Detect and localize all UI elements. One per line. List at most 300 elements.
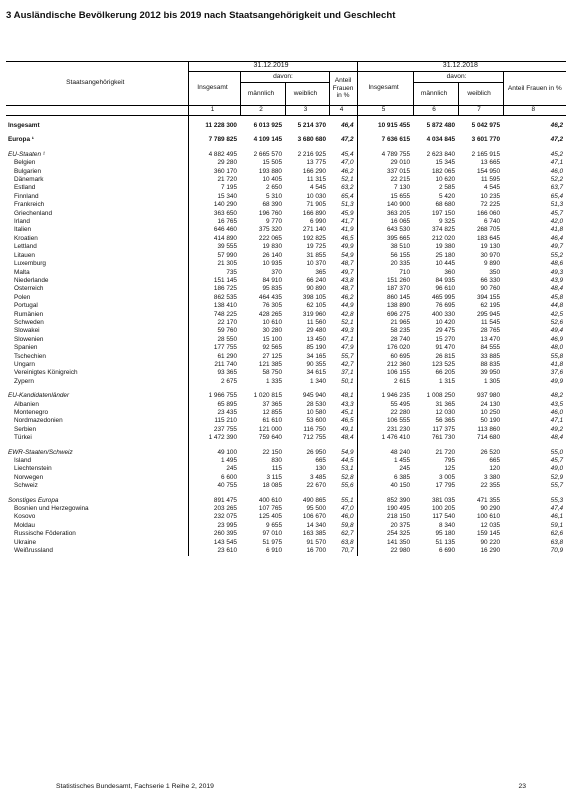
table-cell: 47,2 <box>341 136 354 144</box>
table-cell: 58 750 <box>262 369 282 377</box>
table-cell: 945 940 <box>302 392 326 400</box>
table-cell: 51,3 <box>341 201 354 209</box>
table-cell: 22 355 <box>480 482 501 490</box>
table-cell: 120 <box>489 465 501 473</box>
table-cell: 20 375 <box>357 522 413 530</box>
table-cell: 33 885 <box>480 352 501 360</box>
row-label: Sonstiges Europa <box>8 496 59 504</box>
table-cell: 10 915 455 <box>357 122 413 130</box>
table-row <box>6 465 566 473</box>
table-cell: 56 155 <box>357 252 413 260</box>
column-number: 3 <box>285 106 329 116</box>
table-cell: 50 190 <box>480 417 501 425</box>
table-cell: 5 214 370 <box>297 122 326 129</box>
row-label: Niederlande <box>14 276 49 284</box>
column-number-row <box>6 106 566 116</box>
table-cell: 1 476 410 <box>357 434 413 442</box>
table-cell: 400 610 <box>258 496 282 504</box>
row-label: Rumänien <box>14 310 44 318</box>
row-label: Norwegen <box>14 473 44 481</box>
table-cell: 46,4 <box>550 234 564 242</box>
table-cell: 5 872 480 <box>426 122 456 129</box>
table-cell: 49,0 <box>550 465 564 473</box>
table-cell: 125 405 <box>258 513 282 521</box>
table-cell: 6 385 <box>357 474 413 482</box>
table-cell: 37 365 <box>262 400 282 408</box>
table-cell: 23 435 <box>188 409 240 417</box>
table-cell: 48,7 <box>341 260 354 268</box>
table-cell: 61 290 <box>188 353 240 361</box>
table-cell: 193 880 <box>258 167 282 175</box>
table-cell: 49,7 <box>341 268 354 276</box>
table-cell: 52,6 <box>550 318 564 326</box>
table-cell: 9 325 <box>439 218 456 226</box>
table-cell: 10 405 <box>262 176 282 184</box>
table-cell: 15 100 <box>262 335 282 343</box>
table-cell: 39 950 <box>480 369 501 377</box>
table-cell: 471 355 <box>476 496 501 504</box>
row-label: Bulgarien <box>14 167 42 175</box>
table-cell: 852 390 <box>357 497 413 505</box>
table-cell: 48,4 <box>550 285 564 293</box>
table-cell: 23 995 <box>188 522 240 530</box>
table-row <box>6 547 566 555</box>
table-row <box>6 361 566 369</box>
table-cell: 44,9 <box>341 302 354 310</box>
table-cell: 45,1 <box>341 409 354 416</box>
table-cell: 176 020 <box>357 344 413 352</box>
table-row <box>6 539 566 547</box>
row-label: Italien <box>14 226 32 234</box>
table-cell: 70,7 <box>341 547 354 555</box>
table-cell: 49,3 <box>550 268 564 276</box>
row-label: Kosovo <box>14 513 36 521</box>
column-number: 1 <box>188 106 240 116</box>
table-row <box>6 449 566 457</box>
table-cell: 52,2 <box>550 176 564 184</box>
table-cell: 90 760 <box>480 285 501 293</box>
table-cell: 2 165 915 <box>471 150 501 158</box>
table-cell: 3 005 <box>439 473 456 481</box>
table-cell: 665 <box>315 457 326 465</box>
table-cell: 121 385 <box>258 360 282 368</box>
table-cell: 107 765 <box>258 505 282 513</box>
table-cell: 7 130 <box>357 184 413 192</box>
table-cell: 14 340 <box>306 521 326 529</box>
table-cell: 186 725 <box>188 285 240 293</box>
table-cell: 1 340 <box>310 377 326 385</box>
table-cell: 260 395 <box>188 530 240 538</box>
table-cell: 66 205 <box>435 369 456 377</box>
table-cell: 48,4 <box>341 434 354 442</box>
table-cell: 55,1 <box>341 496 354 504</box>
table-cell: 106 670 <box>302 513 326 521</box>
date-header-2018: 31.12.2018 <box>357 62 566 72</box>
table-row <box>6 311 566 319</box>
table-cell: 365 <box>315 268 326 276</box>
table-body <box>6 122 566 556</box>
table-cell: 63,8 <box>341 538 354 546</box>
table-cell: 100 205 <box>431 505 456 513</box>
table-cell: 22 215 <box>357 176 413 184</box>
table-row <box>6 277 566 285</box>
table-cell: 49,4 <box>550 327 564 335</box>
row-label: EU-Staaten ¹ <box>8 150 45 158</box>
table-cell: 643 530 <box>357 226 413 234</box>
table-row <box>6 327 566 335</box>
table-cell: 55,7 <box>341 352 354 360</box>
table-cell: 712 755 <box>302 434 326 442</box>
table-cell: 42,0 <box>550 218 564 226</box>
table-row <box>6 184 566 192</box>
table-cell: 7 195 <box>188 184 240 192</box>
table-cell: 212 360 <box>357 361 413 369</box>
row-label: Slowakei <box>14 327 40 335</box>
table-cell: 47,0 <box>341 159 354 167</box>
col-maennlich-2018: männlich <box>413 83 458 106</box>
table-cell: 47,9 <box>341 344 354 352</box>
page-number: 23 <box>518 783 526 790</box>
table-cell: 96 610 <box>435 285 456 293</box>
table-cell: 19 830 <box>262 243 282 251</box>
table-cell: 115 210 <box>188 417 240 425</box>
table-cell: 1 020 815 <box>253 392 282 400</box>
table-cell: 196 760 <box>258 209 282 217</box>
table-row <box>6 457 566 465</box>
table-cell: 232 075 <box>188 513 240 521</box>
col-weiblich-2018: weiblich <box>458 83 503 106</box>
table-row <box>6 522 566 530</box>
table-cell: 52,1 <box>341 176 354 184</box>
column-number: 6 <box>413 106 458 116</box>
row-label: Russische Föderation <box>14 530 76 538</box>
table-cell: 10 250 <box>480 409 501 416</box>
table-cell: 231 230 <box>357 426 413 434</box>
table-cell: 16 700 <box>306 547 326 555</box>
table-cell: 42,8 <box>341 310 354 318</box>
table-cell: 10 935 <box>262 260 282 268</box>
table-cell: 37,6 <box>550 369 564 377</box>
table-row <box>6 285 566 293</box>
table-cell: 52,8 <box>341 473 354 481</box>
table-row <box>6 302 566 310</box>
table-row <box>6 336 566 344</box>
table-cell: 70,9 <box>550 547 564 555</box>
table-cell: 45,8 <box>550 293 564 301</box>
table-cell: 84 555 <box>480 344 501 352</box>
table-cell: 55,2 <box>550 251 564 259</box>
table-cell: 26 520 <box>480 448 501 456</box>
table-cell: 714 680 <box>476 434 501 442</box>
table-cell: 91 570 <box>306 538 326 546</box>
table-cell: 1 946 235 <box>357 392 413 400</box>
table-cell: 4 545 <box>484 184 501 192</box>
table-cell: 10 030 <box>306 192 326 200</box>
table-cell: 46,0 <box>550 167 564 175</box>
table-row <box>6 252 566 260</box>
table-cell: 46,1 <box>550 513 564 521</box>
table-cell: 5 042 975 <box>471 122 501 129</box>
table-cell: 56 365 <box>435 417 456 425</box>
table-cell: 45,7 <box>550 457 564 465</box>
table-cell: 106 555 <box>357 417 413 425</box>
table-cell: 42,7 <box>341 360 354 368</box>
table-row <box>6 260 566 268</box>
table-cell: 2 665 570 <box>253 150 282 158</box>
table-cell: 49 100 <box>188 449 240 457</box>
table-cell: 7 789 825 <box>188 136 240 144</box>
table-cell: 13 665 <box>480 159 501 167</box>
davon-2019: davon: <box>240 72 329 83</box>
table-cell: 3 601 770 <box>471 136 501 144</box>
table-cell: 30 970 <box>480 251 501 259</box>
row-label: Irland <box>14 218 30 226</box>
table-cell: 66 330 <box>480 276 501 284</box>
row-label: Tschechien <box>14 352 46 360</box>
table-cell: 141 350 <box>357 539 413 547</box>
table-cell: 4 789 755 <box>357 151 413 159</box>
table-cell: 43,9 <box>550 276 564 284</box>
table-cell: 19 380 <box>435 243 456 251</box>
table-cell: 10 610 <box>262 318 282 326</box>
row-label: Litauen <box>14 251 35 259</box>
table-cell: 85 190 <box>306 344 326 352</box>
table-cell: 59 760 <box>188 327 240 335</box>
column-number: 2 <box>240 106 285 116</box>
davon-2018: davon: <box>413 72 503 83</box>
table-cell: 11 560 <box>306 318 326 326</box>
table-cell: 3 485 <box>310 473 326 481</box>
table-cell: 192 825 <box>302 234 326 242</box>
table-cell: 46,0 <box>550 409 564 416</box>
table-cell: 39 555 <box>188 243 240 251</box>
table-cell: 1 305 <box>484 377 501 385</box>
table-cell: 93 365 <box>188 369 240 377</box>
table-cell: 151 145 <box>188 277 240 285</box>
table-cell: 400 330 <box>431 310 456 318</box>
column-number: 7 <box>458 106 503 116</box>
row-label: Serbien <box>14 425 37 433</box>
table-cell: 26 950 <box>306 448 326 456</box>
table-cell: 4 109 145 <box>253 136 282 144</box>
table-cell: 43,3 <box>341 400 354 408</box>
row-label: Moldau <box>14 521 35 529</box>
table-cell: 41,8 <box>550 360 564 368</box>
row-label: Dänemark <box>14 176 44 184</box>
table-cell: 28 740 <box>357 336 413 344</box>
table-cell: 337 015 <box>357 168 413 176</box>
table-cell: 1 335 <box>266 377 282 385</box>
table-cell: 197 150 <box>431 209 456 217</box>
table-cell: 38 510 <box>357 243 413 251</box>
table-cell: 295 945 <box>476 310 501 318</box>
table-cell: 891 475 <box>188 497 240 505</box>
table-cell: 271 140 <box>302 226 326 234</box>
table-cell: 43,5 <box>550 400 564 408</box>
table-cell: 46,4 <box>341 122 354 129</box>
table-cell: 125 <box>444 465 456 473</box>
table-cell: 10 445 <box>435 260 456 268</box>
table-cell: 52,1 <box>341 318 354 326</box>
row-label: EWR-Staaten/Schweiz <box>8 448 73 456</box>
table-cell: 90 220 <box>480 538 501 546</box>
col-anteil-2019: Anteil Frauen in % <box>329 72 357 106</box>
table-cell: 16 065 <box>357 218 413 226</box>
table-cell: 140 290 <box>188 201 240 209</box>
table-cell: 17 795 <box>435 482 456 490</box>
row-label: Polen <box>14 293 31 301</box>
table-cell: 16 290 <box>480 547 501 555</box>
table-cell: 49,7 <box>550 243 564 251</box>
table-cell: 95 180 <box>435 530 456 538</box>
table-row <box>6 319 566 327</box>
table-cell: 115 <box>271 465 282 473</box>
table-cell: 41,7 <box>341 218 354 226</box>
table-cell: 5 310 <box>266 192 282 200</box>
table-cell: 13 470 <box>480 335 501 343</box>
table-cell: 19 725 <box>306 243 326 251</box>
table-cell: 51,3 <box>550 201 564 209</box>
table-cell: 45,4 <box>341 150 354 158</box>
table-row <box>6 136 566 144</box>
table-cell: 48 240 <box>357 449 413 457</box>
table-cell: 646 460 <box>188 226 240 234</box>
page-title: 3 Ausländische Bevölkerung 2012 bis 2019 nach Staatsangehörigkeit und Geschlecht <box>6 10 396 21</box>
row-label: Liechtenstein <box>14 465 52 473</box>
table-cell: 237 755 <box>188 426 240 434</box>
table-cell: 48,4 <box>550 434 564 442</box>
table-cell: 140 900 <box>357 201 413 209</box>
table-row <box>6 474 566 482</box>
row-label: EU-Kandidatenländer <box>8 392 70 400</box>
table-row <box>6 434 566 442</box>
table-cell: 665 <box>489 457 501 465</box>
col-anteil-2018: Anteil Frauen in % <box>503 72 566 106</box>
table-row <box>6 176 566 184</box>
row-label: Ukraine <box>14 538 37 546</box>
col-weiblich-2019: weiblich <box>285 83 329 106</box>
table-cell: 59,1 <box>550 521 564 529</box>
table-cell: 97 010 <box>262 530 282 538</box>
table-cell: 222 065 <box>258 234 282 242</box>
table-cell: 138 890 <box>357 302 413 310</box>
table-cell: 22 150 <box>262 448 282 456</box>
table-cell: 45,2 <box>550 150 564 158</box>
table-cell: 360 170 <box>188 168 240 176</box>
table-cell: 40 755 <box>188 482 240 490</box>
table-cell: 48,0 <box>550 344 564 352</box>
table-cell: 21 720 <box>188 176 240 184</box>
row-label: Estland <box>14 184 36 192</box>
table-cell: 50,1 <box>341 377 354 385</box>
table-cell: 3 680 680 <box>297 136 326 144</box>
col-insgesamt-2018: Insgesamt <box>357 72 413 106</box>
table-cell: 63,8 <box>550 538 564 546</box>
table-cell: 15 270 <box>435 335 456 343</box>
table-cell: 203 265 <box>188 505 240 513</box>
table-cell: 464 435 <box>258 293 282 301</box>
row-label: Schweiz <box>14 482 38 490</box>
table-cell: 47,4 <box>550 505 564 513</box>
table-cell: 45,9 <box>341 209 354 217</box>
column-number: 4 <box>329 106 357 116</box>
table-cell: 62,6 <box>550 530 564 538</box>
row-label: Zypern <box>14 377 34 385</box>
row-label: Kroatien <box>14 234 38 242</box>
table-cell: 761 730 <box>431 434 456 442</box>
table-cell: 211 740 <box>188 361 240 369</box>
table-cell: 381 035 <box>431 496 456 504</box>
table-cell: 19 130 <box>480 243 501 251</box>
table-cell: 41,8 <box>550 226 564 234</box>
table-cell: 49,9 <box>341 243 354 251</box>
table-cell: 18 085 <box>262 482 282 490</box>
table-cell: 11 595 <box>480 176 501 184</box>
table-cell: 11 315 <box>306 176 326 184</box>
table-row <box>6 513 566 521</box>
table-cell: 62 105 <box>306 302 326 310</box>
table-cell: 34 615 <box>306 369 326 377</box>
table-cell: 24 130 <box>480 400 501 408</box>
row-label: Griechenland <box>14 209 53 217</box>
table-cell: 106 155 <box>357 369 413 377</box>
table-cell: 4 034 845 <box>426 136 456 144</box>
table-cell: 13 450 <box>306 335 326 343</box>
table-row <box>6 482 566 490</box>
table-cell: 41,9 <box>341 226 354 234</box>
table-cell: 1 495 <box>188 457 240 465</box>
table-row <box>6 168 566 176</box>
table-cell: 95 835 <box>262 285 282 293</box>
table-cell: 360 <box>444 268 456 276</box>
table-cell: 130 <box>315 465 326 473</box>
table-cell: 748 225 <box>188 311 240 319</box>
table-cell: 95 500 <box>306 505 326 513</box>
table-cell: 29 280 <box>188 159 240 167</box>
table-cell: 268 705 <box>476 226 501 234</box>
table-cell: 166 290 <box>302 167 326 175</box>
table-cell: 374 825 <box>431 226 456 234</box>
table-cell: 28 550 <box>188 336 240 344</box>
table-row <box>6 530 566 538</box>
table-cell: 84 935 <box>435 276 456 284</box>
table-row <box>6 378 566 386</box>
row-label: Weißrussland <box>14 547 53 555</box>
table-cell: 8 340 <box>439 521 456 529</box>
table-cell: 16 765 <box>188 218 240 226</box>
table-cell: 166 890 <box>302 209 326 217</box>
table-row <box>6 151 566 159</box>
table-cell: 830 <box>271 457 282 465</box>
table-cell: 54,9 <box>341 448 354 456</box>
table-cell: 12 030 <box>435 409 456 416</box>
table-cell: 55,8 <box>550 352 564 360</box>
row-label: Nordmazedonien <box>14 417 63 425</box>
table-cell: 63,7 <box>550 184 564 192</box>
table-cell: 22 280 <box>357 409 413 417</box>
row-label: Spanien <box>14 344 38 352</box>
table-cell: 48,1 <box>341 392 354 400</box>
table-cell: 34 165 <box>306 352 326 360</box>
table-row <box>6 235 566 243</box>
table-cell: 48,2 <box>550 392 564 400</box>
table-cell: 100 610 <box>476 513 501 521</box>
table-row <box>6 497 566 505</box>
table-cell: 862 535 <box>188 294 240 302</box>
table-cell: 254 325 <box>357 530 413 538</box>
table-cell: 414 890 <box>188 235 240 243</box>
table-cell: 48,7 <box>341 285 354 293</box>
